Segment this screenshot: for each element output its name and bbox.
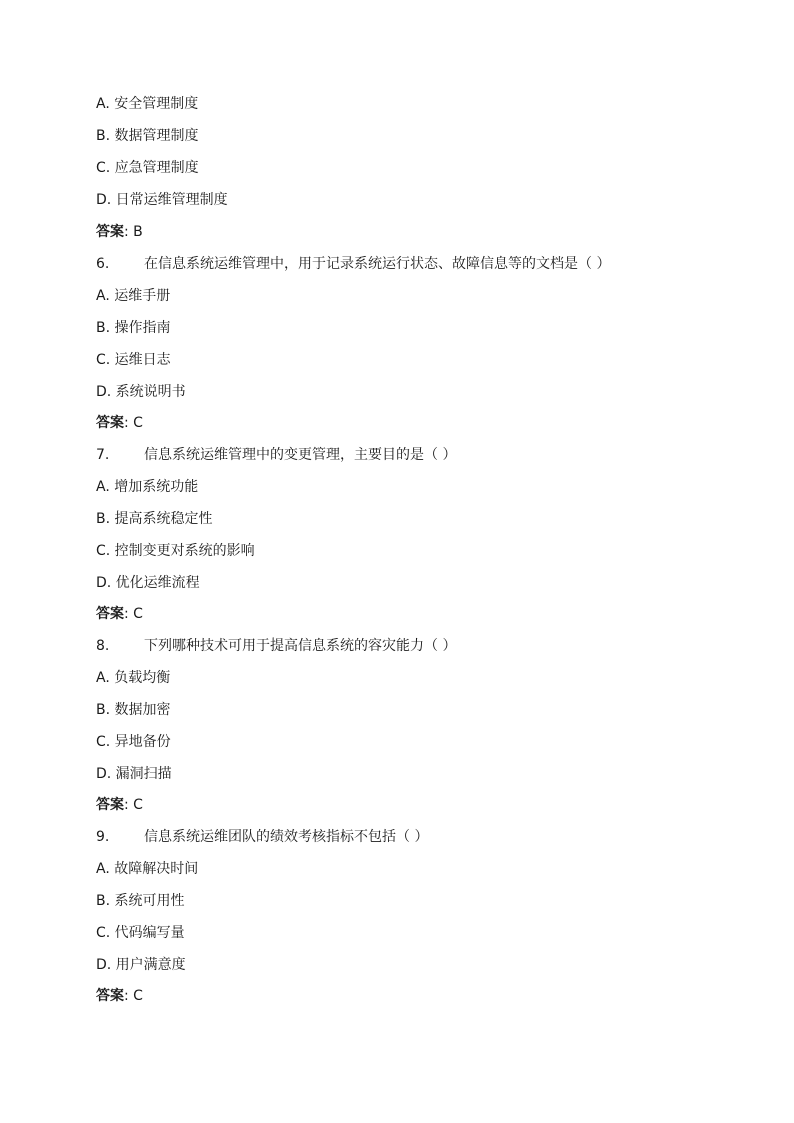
q9-option-a: A. 故障解决时间 [96,861,199,877]
question-number: 8. [96,638,110,654]
answer-value: B [133,224,143,240]
q9-option-d: D. 用户满意度 [96,957,186,973]
q8-answer [96,795,143,815]
q6-option-a: A. 运维手册 [96,288,171,304]
q7-option-d: D. 优化运维流程 [96,575,200,591]
q7-option-a: A. 增加系统功能 [96,479,199,495]
q6-answer [96,413,143,433]
question-stem: 信息系统运维团队的绩效考核指标不包括（ ） [144,829,429,845]
q5-option-d: D. 日常运维管理制度 [96,192,228,208]
q8-option-d: D. 漏洞扫描 [96,766,172,782]
answer-value: C [133,415,143,431]
q8-option-b: B. 数据加密 [96,702,171,718]
answer-separator: : [124,606,129,622]
q9-option-b: B. 系统可用性 [96,893,185,909]
q9-answer [96,986,143,1006]
q5-answer [96,222,143,242]
question-stem: 下列哪种技术可用于提高信息系统的容灾能力（ ） [144,638,457,654]
question-number: 6. [96,256,110,272]
answer-label: 答案 [96,224,124,240]
answer-label: 答案 [96,988,124,1004]
q8-stem-line [96,636,456,656]
q6-option-d: D. 系统说明书 [96,384,186,400]
answer-label: 答案 [96,606,124,622]
answer-separator: : [124,988,129,1004]
answer-separator: : [124,224,129,240]
q5-option-a: A. 安全管理制度 [96,96,199,112]
q7-answer [96,604,143,624]
q6-stem-line [96,254,610,274]
q5-option-b: B. 数据管理制度 [96,128,199,144]
q6-option-c: C. 运维日志 [96,352,171,368]
question-stem: 信息系统运维管理中的变更管理，主要目的是（ ） [144,447,457,463]
q8-option-c: C. 异地备份 [96,734,171,750]
q7-stem-line [96,445,456,465]
question-number: 7. [96,447,110,463]
q5-option-c: C. 应急管理制度 [96,160,199,176]
answer-value: C [133,988,143,1004]
q9-option-c: C. 代码编写量 [96,925,185,941]
question-stem: 在信息系统运维管理中，用于记录系统运行状态、故障信息等的文档是（ ） [144,256,611,272]
q6-option-b: B. 操作指南 [96,320,171,336]
answer-label: 答案 [96,415,124,431]
q7-option-c: C. 控制变更对系统的影响 [96,543,255,559]
q8-option-a: A. 负载均衡 [96,670,171,686]
question-number: 9. [96,829,110,845]
answer-separator: : [124,415,129,431]
answer-separator: : [124,797,129,813]
answer-value: C [133,797,143,813]
answer-label: 答案 [96,797,124,813]
q9-stem-line [96,827,428,847]
answer-value: C [133,606,143,622]
q7-option-b: B. 提高系统稳定性 [96,511,213,527]
